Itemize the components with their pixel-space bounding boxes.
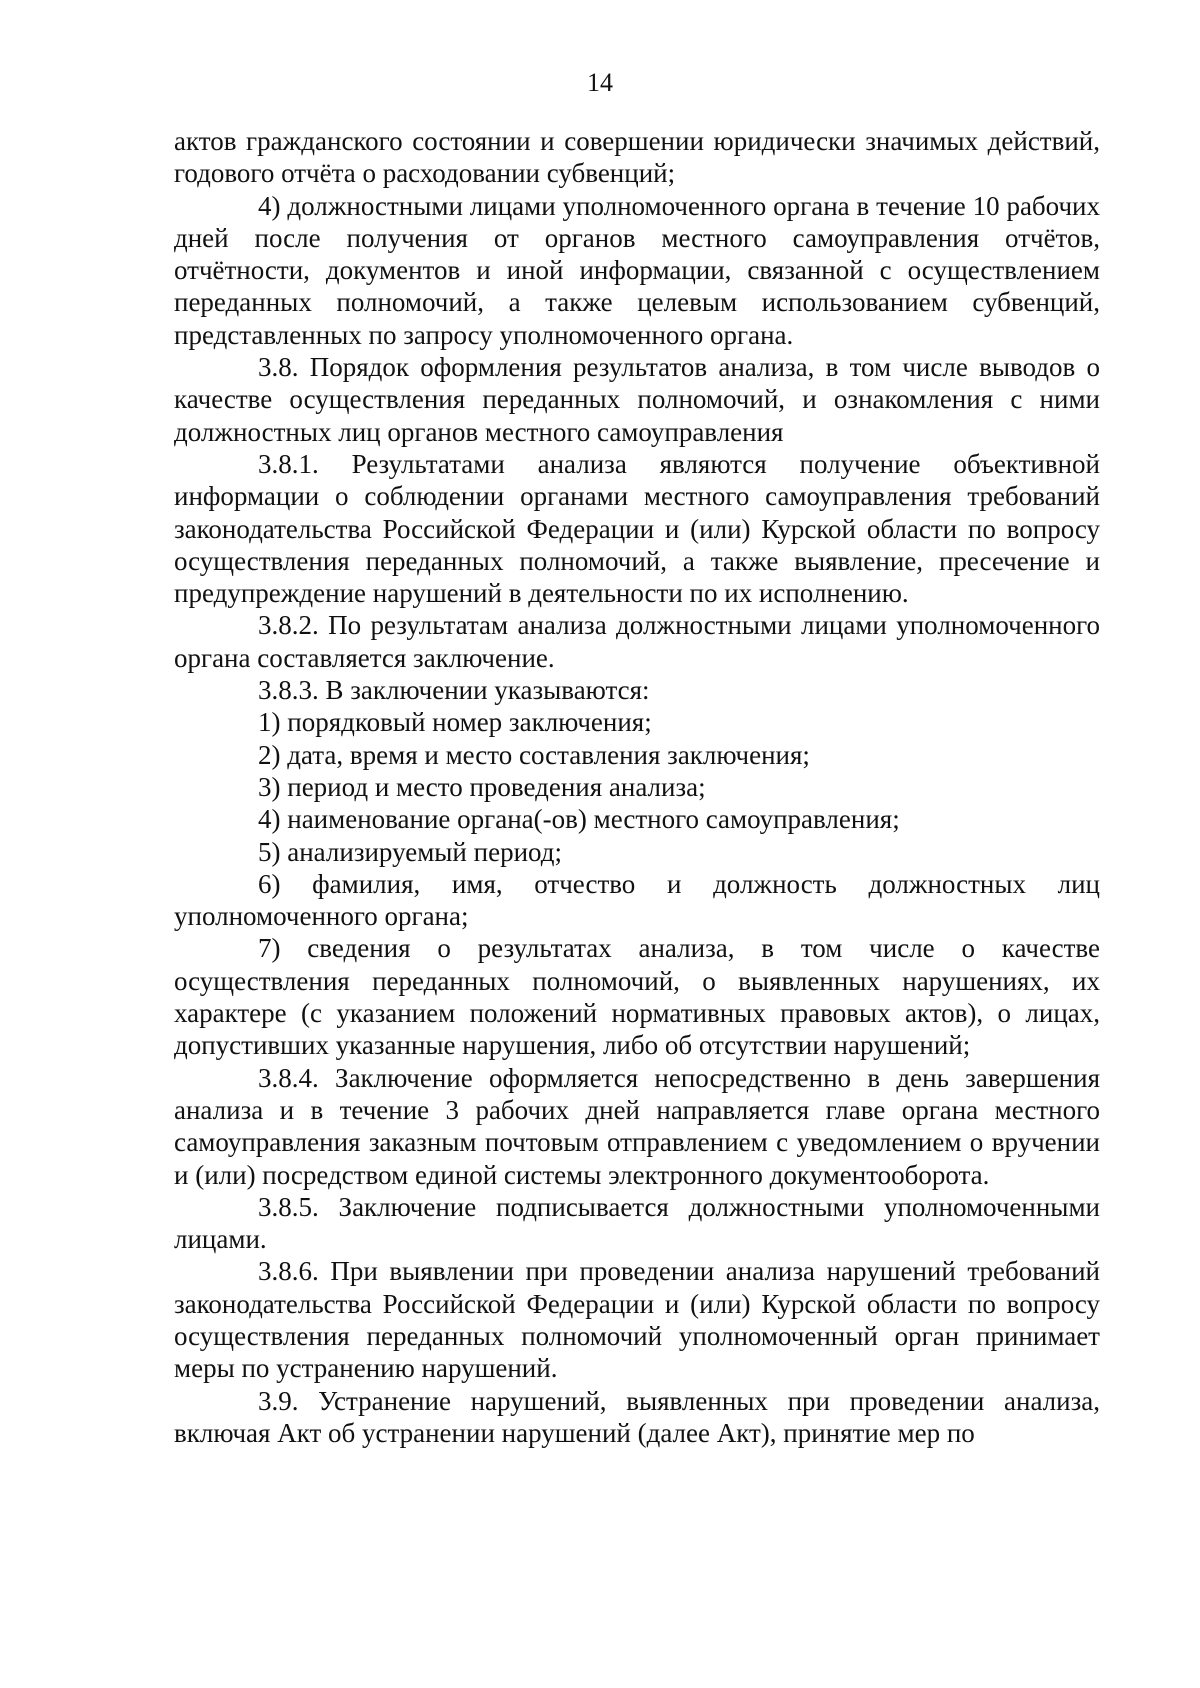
document-body (174, 125, 1100, 1449)
paragraph: 3.8.5. Заключение подписывается должностными уполномоченными лицами. (174, 1191, 1100, 1255)
paragraph: 3.8.6. При выявлении при проведении анализа нарушений требований законодательства Российской Федерации и (или) Курской области по вопросу осуществления переданных полномочий уполномоченный орган принимает меры по устранению нарушений. (174, 1256, 1100, 1384)
paragraph: 3.8.4. Заключение оформляется непосредственно в день завершения анализа и в течение 3 рабочих дней направляется главе органа местного самоуправления заказным почтовым отправлением с уведомлением о вручении и (или) посредством единой системы электронного документооборота. (174, 1062, 1100, 1190)
paragraph: 3.8.3. В заключении указываются: (258, 675, 650, 706)
list-item: 1) порядковый номер заключения; (258, 707, 652, 738)
paragraph: актов гражданского состоянии и совершении юридически значимых действий, годового отчёта о расходовании субвенций; (174, 126, 1100, 189)
paragraph: 3.9. Устранение нарушений, выявленных при проведении анализа, включая Акт об устранении нарушений (далее Акт), принятие мер по (174, 1385, 1100, 1448)
paragraph: 4) должностными лицами уполномоченного органа в течение 10 рабочих дней после получения от органов местного самоуправления отчётов, отчётности, документов и иной информации, связанной с осуществлением переданных полномочий, а также целевым использованием субвенций, представленных по запросу уполномоченного органа. (174, 190, 1100, 350)
paragraph: 3.8.2. По результатам анализа должностными лицами уполномоченного органа составляется заключение. (174, 610, 1100, 673)
list-item: 3) период и место проведения анализа; (258, 771, 706, 802)
page-number: 14 (587, 68, 613, 97)
list-item: 7) сведения о результатах анализа, в том числе о качестве осуществления переданных полномочий, о выявленных нарушениях, их характере (с указанием положений нормативных правовых актов), о лицах, допустивших указанные нарушения, либо об отсутствии нарушений; (174, 933, 1100, 1061)
section-heading: 3.8. Порядок оформления результатов анализа, в том числе выводов о качестве осуществления переданных полномочий, и ознакомления с ними должностных лиц органов местного самоуправления (174, 352, 1100, 447)
list-item: 5) анализируемый период; (258, 836, 562, 867)
list-item: 6) фамилия, имя, отчество и должность должностных лиц уполномоченного органа; (174, 868, 1100, 932)
paragraph: 3.8.1. Результатами анализа являются получение объективной информации о соблюдении органами местного самоуправления требований законодательства Российской Федерации и (или) Курской области по вопросу осуществления переданных полномочий, а также выявление, пресечение и предупреждение нарушений в деятельности по их исполнению. (174, 448, 1100, 609)
list-item: 4) наименование органа(-ов) местного самоуправления; (258, 804, 900, 835)
list-item: 2) дата, время и место составления заключения; (258, 739, 810, 770)
